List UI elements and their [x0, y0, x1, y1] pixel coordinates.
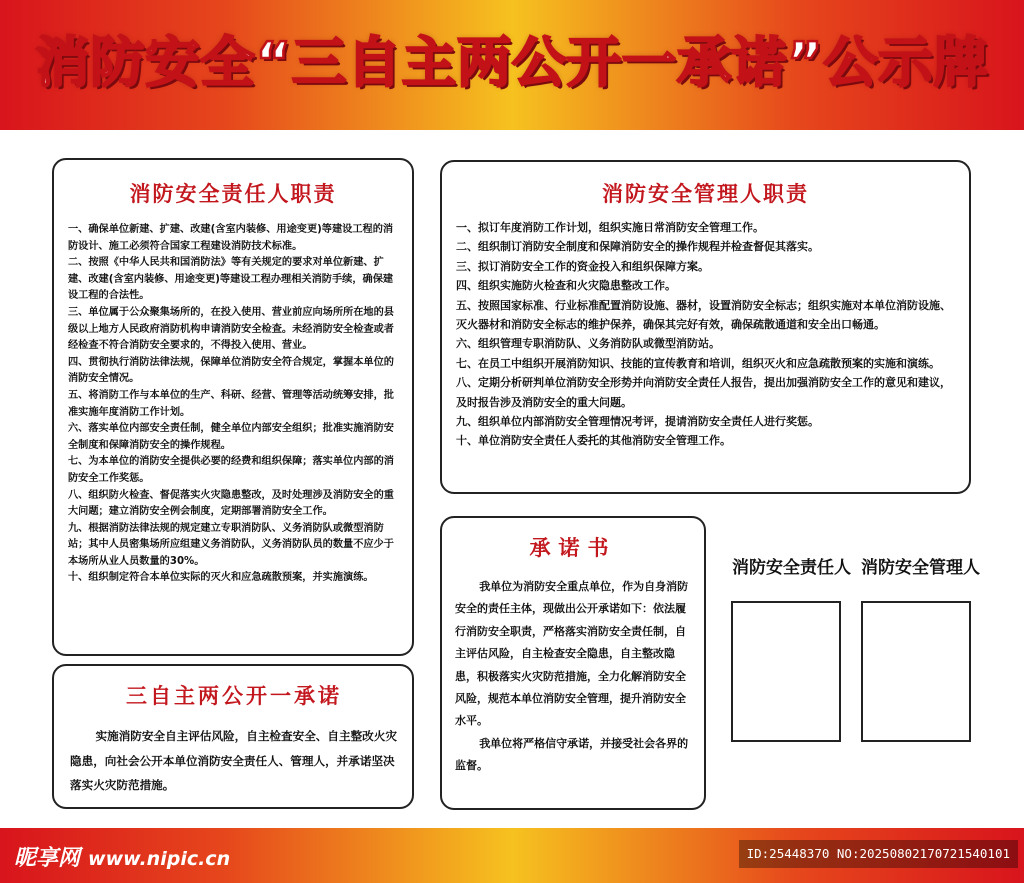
title-banner — [0, 0, 1024, 130]
safety-manager-duties-title: 消防安全管理人职责 — [602, 182, 809, 206]
duty-item: 八、组织防火检查、督促落实火灾隐患整改，及时处理涉及消防安全的重大问题；建立消防安全例会制度，定期部署消防安全工作。 — [68, 489, 394, 518]
duty-item: 十、单位消防安全责任人委托的其他消防安全管理工作。 — [456, 434, 731, 448]
promise-letter-panel — [440, 516, 706, 810]
responsible-person-photo-frame — [731, 601, 841, 742]
responsible-person-duties-panel — [52, 158, 414, 656]
promise-paragraph: 我单位将严格信守承诺，并接受社会各界的监督。 — [455, 736, 689, 773]
duty-item: 七、在员工中组织开展消防知识、技能的宣传教育和培训，组织灭火和应急疏散预案的实施和演练。 — [456, 356, 940, 370]
duty-item: 二、组织制订消防安全制度和保障消防安全的操作规程并检查督促其落实。 — [456, 240, 819, 254]
duty-item: 八、定期分析研判单位消防安全形势并向消防安全责任人报告，提出加强消防安全工作的意见和建议，及时报告涉及消防安全的重大问题。 — [456, 376, 951, 409]
safety-manager-duties-list — [456, 218, 955, 451]
duty-item: 三、拟订消防安全工作的资金投入和组织保障方案。 — [456, 259, 709, 273]
watermark-id: ID:25448370 NO:20250802170721540101 — [739, 840, 1018, 868]
duty-item: 四、贯彻执行消防法律法规，保障单位消防安全符合规定，掌握本单位的消防安全情况。 — [68, 356, 394, 385]
duty-item: 六、落实单位内部安全责任制，健全单位内部安全组织；批准实施消防安全制度和保障消防安全的操作规程。 — [68, 423, 394, 451]
duty-item: 二、按照《中华人民共和国消防法》等有关规定的要求对单位新建、扩建、改建(含室内装修、用途变更)等建设工程办理相关消防手续，确保建设工程的合法性。 — [68, 257, 394, 302]
safety-manager-duties-panel — [440, 160, 971, 494]
three-self-paragraph: 实施消防安全自主评估风险，自主检查安全、自主整改火灾隐患，向社会公开本单位消防安全责任人、管理人，并承诺坚决落实火灾防范措施。 — [70, 729, 397, 793]
duty-item: 六、组织管理专职消防队、义务消防队或微型消防站。 — [456, 337, 720, 351]
watermark-logo-text: 昵享网 — [14, 846, 81, 871]
duty-item: 五、按照国家标准、行业标准配置消防设施、器材，设置消防安全标志；组织实施对本单位消防设施、灭火器材和消防安全标志的维护保养，确保其完好有效，确保疏散通道和安全出口畅通。 — [456, 298, 951, 332]
duty-item: 十、组织制定符合本单位实际的灭火和应急疏散预案，并实施演练。 — [68, 572, 374, 584]
three-self-title: 三自主两公开一承诺 — [126, 684, 342, 708]
duty-item: 一、确保单位新建、扩建、改建(含室内装修、用途变更)等建设工程的消防设计、施工必须符合国家工程建设消防技术标准。 — [68, 224, 394, 252]
duty-item: 三、单位属于公众聚集场所的，在投入使用、营业前应向场所所在地的县级以上地方人民政府消防机构申请消防安全检查。未经消防安全检查或者经检查不符合消防安全要求的，不得投入使用、营业。 — [68, 306, 394, 352]
responsible-person-duties-title: 消防安全责任人职责 — [129, 182, 337, 206]
page-title: 消防安全“三自主两公开一承诺”公示牌 — [35, 31, 989, 94]
duty-item: 一、拟订年度消防工作计划，组织实施日常消防安全管理工作。 — [456, 221, 764, 234]
three-self-text — [70, 724, 398, 798]
duty-item: 九、根据消防法律法规的规定建立专职消防队、义务消防队或微型消防站；其中人员密集场所应组建义务消防队，义务消防队员的数量不应少于本场所从业人员数量的30%。 — [68, 522, 394, 567]
duty-item: 四、组织实施防火检查和火灾隐患整改工作。 — [456, 279, 676, 293]
duty-item: 五、将消防工作与本单位的生产、科研、经营、管理等活动统筹安排，批准实施年度消防工作计划。 — [68, 389, 394, 418]
duty-item: 九、组织单位内部消防安全管理情况考评，提请消防安全责任人进行奖惩。 — [456, 415, 819, 429]
promise-letter-title: 承诺书 — [529, 536, 617, 560]
safety-manager-photo-label: 消防安全管理人 — [861, 558, 980, 578]
responsible-person-duties-list — [68, 222, 398, 587]
three-self-panel — [52, 664, 414, 809]
watermark-site: www.nipic.cn — [88, 848, 231, 870]
promise-paragraph: 我单位为消防安全重点单位，作为自身消防安全的责任主体，现做出公开承诺如下：依法履行消防安全职责，严格落实消防安全责任制，自主评估风险，自主检查安全隐患，自主整改隐患，积极落实火灾防范措施，全力化解消防安全风险，规范本单位消防安全管理，提升消防安全水平。 — [455, 580, 689, 728]
responsible-person-photo-label: 消防安全责任人 — [732, 558, 851, 578]
duty-item: 七、为本单位的消防安全提供必要的经费和组织保障；落实单位内部的消防安全工作奖惩。 — [68, 456, 394, 484]
safety-manager-photo-frame — [861, 601, 971, 742]
promise-letter-text — [455, 576, 691, 778]
footer-banner — [0, 828, 1024, 883]
watermark-logo — [14, 841, 230, 872]
